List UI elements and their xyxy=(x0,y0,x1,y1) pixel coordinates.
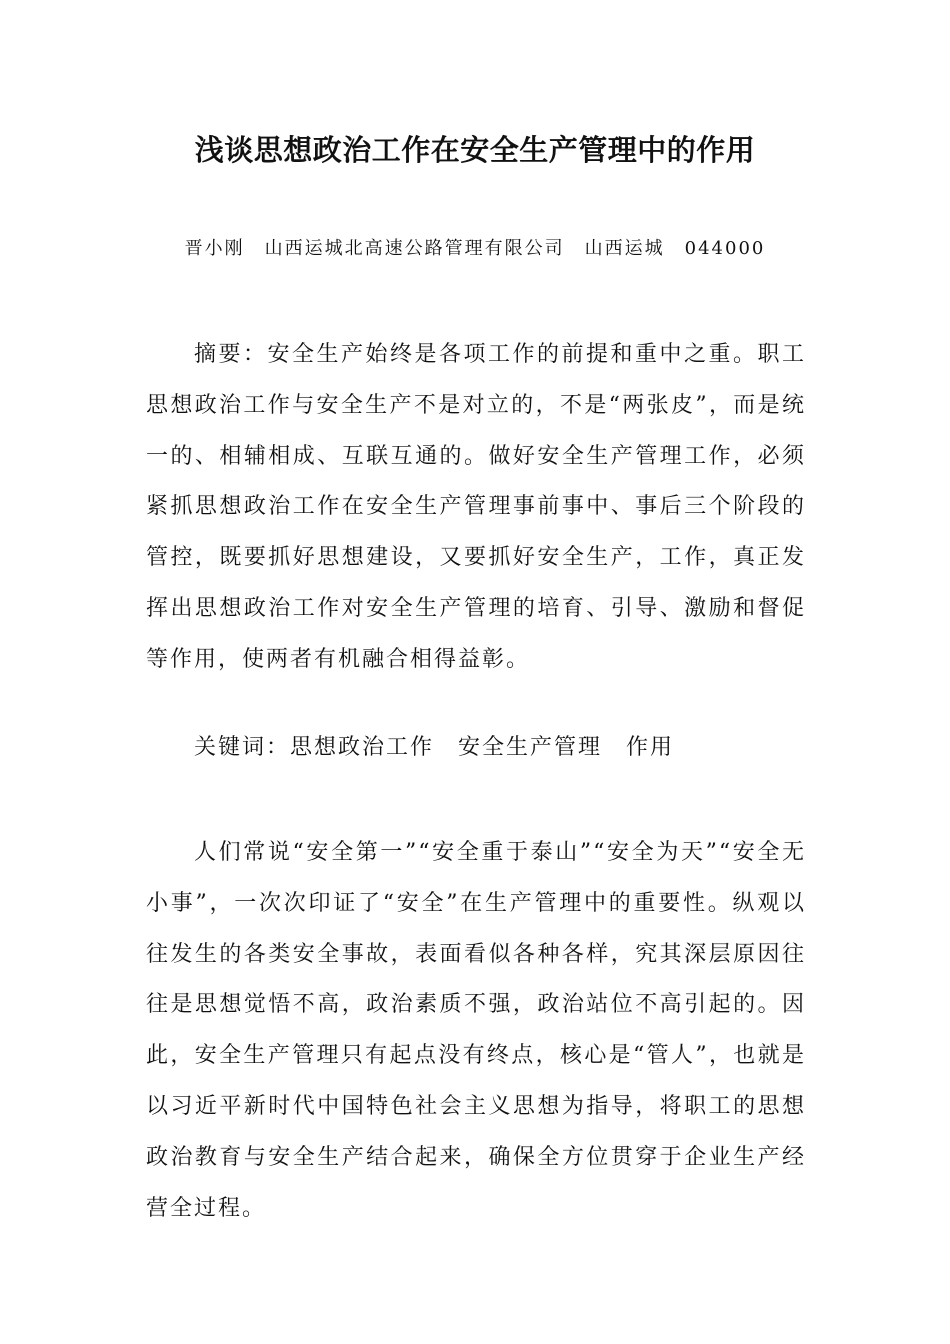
keywords-text: 思想政治工作 安全生产管理 作用 xyxy=(290,735,675,760)
abstract-paragraph xyxy=(146,330,806,686)
keywords-label: 关键词： xyxy=(194,735,291,760)
author-affiliation-line: 晋小刚 山西运城北高速公路管理有限公司 山西运城 044000 xyxy=(184,238,766,259)
document-title: 浅谈思想政治工作在安全生产管理中的作用 xyxy=(194,133,756,167)
body-paragraph: 人们常说“安全第一”“安全重于泰山”“安全为天”“安全无小事”，一次次印证了“安全”在生产管理中的重要性。纵观以往发生的各类安全事故，表面看似各种各样，究其深层原因往往是思想觉悟不高，政治素质不强，政治站位不高引起的。因此，安全生产管理只有起点没有终点，核心是“管人”，也就是以习近平新时代中国特色社会主义思想为指导，将职工的思想政治教育与安全生产结合起来，确保全方位贯穿于企业生产经营全过程。 xyxy=(146,840,806,1221)
keywords-line xyxy=(146,723,806,774)
abstract-text: 安全生产始终是各项工作的前提和重中之重。职工思想政治工作与安全生产不是对立的，不是“两张皮”，而是统一的、相辅相成、互联互通的。做好安全生产管理工作，必须紧抓思想政治工作在安全生产管理事前事中、事后三个阶段的管控，既要抓好思想建设，又要抓好安全生产，工作，真正发挥出思想政治工作对安全生产管理的培育、引导、激励和督促等作用，使两者有机融合相得益彰。 xyxy=(146,342,806,672)
abstract-label: 摘要： xyxy=(194,342,268,367)
